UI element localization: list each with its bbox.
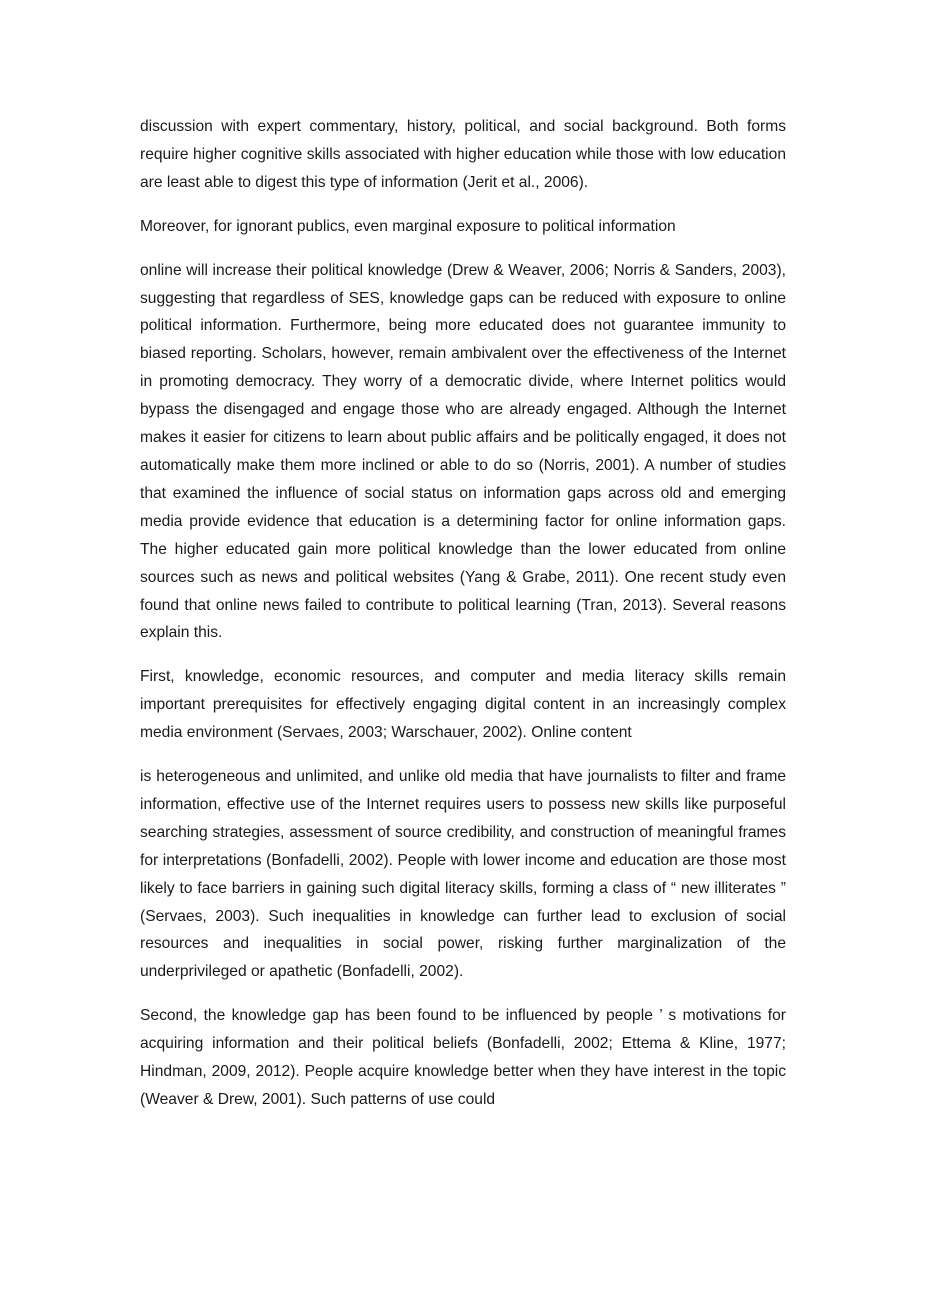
- paragraph-4: First, knowledge, economic resources, and computer and media literacy skills remain important prerequisites for effectively engaging digital content in an increasingly complex media environment (Servaes, 2003; Warschauer, 2002). Online content: [140, 668, 786, 742]
- paragraph-6: Second, the knowledge gap has been found to be influenced by people ’ s motivations for acquiring information and their political beliefs (Bonfadelli, 2002; Ettema & Kline, 1977; Hindman, 2009, 2012). People acquire knowledge better when they have interest in the topic (Weaver & Drew, 2001). Such patterns of use could: [140, 1007, 786, 1108]
- paragraph-3: online will increase their political knowledge (Drew & Weaver, 2006; Norris & Sanders, 2003), suggesting that regardless of SES, knowledge gaps can be reduced with exposure to online political information. Furthermore, being more educated does not guarantee immunity to biased reporting. Scholars, however, remain ambivalent over the effectiveness of the Internet in promoting democracy. They worry of a democratic divide, where Internet politics would bypass the disengaged and engage those who are already engaged. Although the Internet makes it easier for citizens to learn about public affairs and be politically engaged, it does not automatically make them more inclined or able to do so (Norris, 2001). A number of studies that examined the influence of social status on information gaps across old and emerging media provide evidence that education is a determining factor for online information gaps. The higher educated gain more political knowledge than the lower educated from online sources such as news and political websites (Yang & Grabe, 2011). One recent study even found that online news failed to contribute to political learning (Tran, 2013). Several reasons explain this.: [140, 261, 786, 642]
- paragraph-1: discussion with expert commentary, history, political, and social background. Both forms require higher cognitive skills associated with higher education while those with low education are least able to digest this type of information (Jerit et al., 2006).: [140, 118, 786, 191]
- paragraph-5: is heterogeneous and unlimited, and unlike old media that have journalists to filter and frame information, effective use of the Internet requires users to possess new skills like purposeful searching strategies, assessment of source credibility, and construction of meaningful frames for interpretations (Bonfadelli, 2002). People with lower income and education are those most likely to face barriers in gaining such digital literacy skills, forming a class of “ new illiterates ” (Servaes, 2003). Such inequalities in knowledge can further lead to exclusion of social resources and inequalities in social power, risking further marginalization of the underprivileged or apathetic (Bonfadelli, 2002).: [140, 768, 786, 981]
- document-body: [140, 113, 786, 1130]
- paragraph-2: Moreover, for ignorant publics, even marginal exposure to political information: [140, 217, 676, 235]
